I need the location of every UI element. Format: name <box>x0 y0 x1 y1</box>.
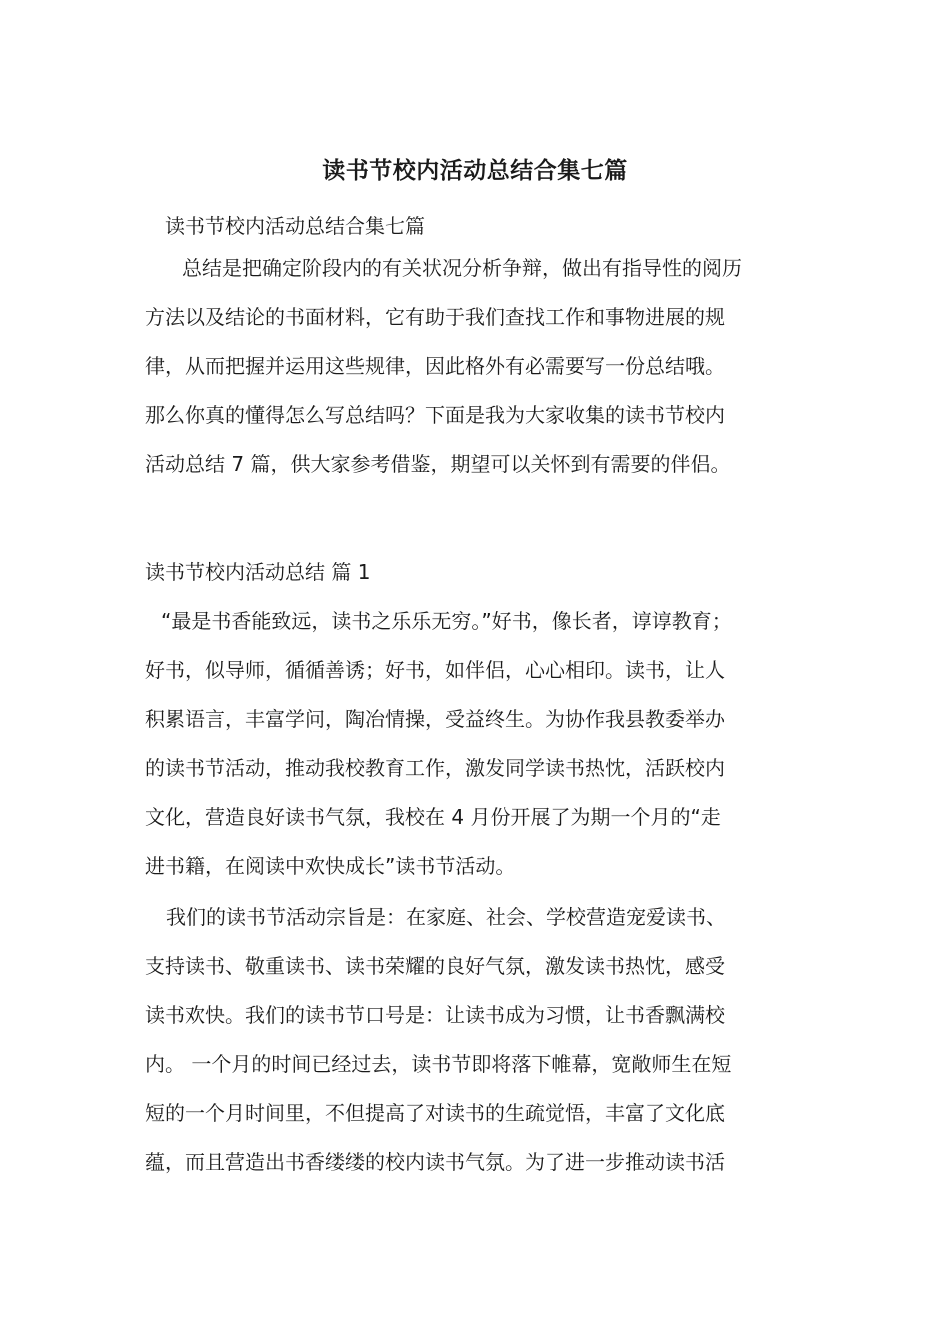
paragraph-line: 内。 一个月的时间已经过去，读书节即将落下帷幕，宽敞师生在短 <box>145 1052 732 1076</box>
intro-line: 方法以及结论的书面材料，它有助于我们查找工作和事物进展的规 <box>145 305 725 329</box>
paragraph-line: 支持读书、敬重读书、读书荣耀的良好气氛，激发读书热忱，感受 <box>145 954 725 978</box>
document-title: 读书节校内活动总结合集七篇 <box>322 158 628 184</box>
paragraph-line: 积累语言，丰富学问，陶冶情操，受益终生。为协作我县教委举办 <box>145 707 725 731</box>
intro-paragraph <box>145 244 815 489</box>
section1-paragraph-1 <box>145 597 815 891</box>
paragraph-line: “最是书香能致远，读书之乐乐无穷。”好书，像长者，谆谆教育； <box>161 609 732 633</box>
paragraph-line: 进书籍，在阅读中欢快成长”读书节活动。 <box>145 854 516 878</box>
paragraph-line: 的读书节活动，推动我校教育工作，激发同学读书热忱，活跃校内 <box>145 756 725 780</box>
paragraph-line: 好书，似导师，循循善诱；好书，如伴侣，心心相印。读书，让人 <box>145 658 725 682</box>
paragraph-line: 文化，营造良好读书气氛，我校在 4 月份开展了为期一个月的“走 <box>145 805 721 829</box>
intro-line: 总结是把确定阶段内的有关状况分析争辩，做出有指导性的阅历 <box>182 256 742 280</box>
paragraph-line: 短的一个月时间里，不但提高了对读书的生疏觉悟，丰富了文化底 <box>145 1101 725 1125</box>
intro-line: 活动总结 7 篇，供大家参考借鉴，期望可以关怀到有需要的伴侣。 <box>145 452 731 476</box>
paragraph-line: 我们的读书节活动宗旨是：在家庭、社会、学校营造宠爱读书、 <box>166 905 726 929</box>
paragraph-line: 蕴，而且营造出书香缕缕的校内读书气氛。为了进一步推动读书活 <box>145 1150 725 1174</box>
section1-paragraph-2 <box>145 893 815 1187</box>
intro-line: 律，从而把握并运用这些规律，因此格外有必需要写一份总结哦。 <box>145 354 725 378</box>
document-subtitle: 读书节校内活动总结合集七篇 <box>165 214 425 238</box>
section-heading: 读书节校内活动总结 篇 1 <box>145 560 371 584</box>
paragraph-line: 读书欢快。我们的读书节口号是：让读书成为习惯，让书香飘满校 <box>145 1003 725 1027</box>
intro-line: 那么你真的懂得怎么写总结吗？下面是我为大家收集的读书节校内 <box>145 403 725 427</box>
